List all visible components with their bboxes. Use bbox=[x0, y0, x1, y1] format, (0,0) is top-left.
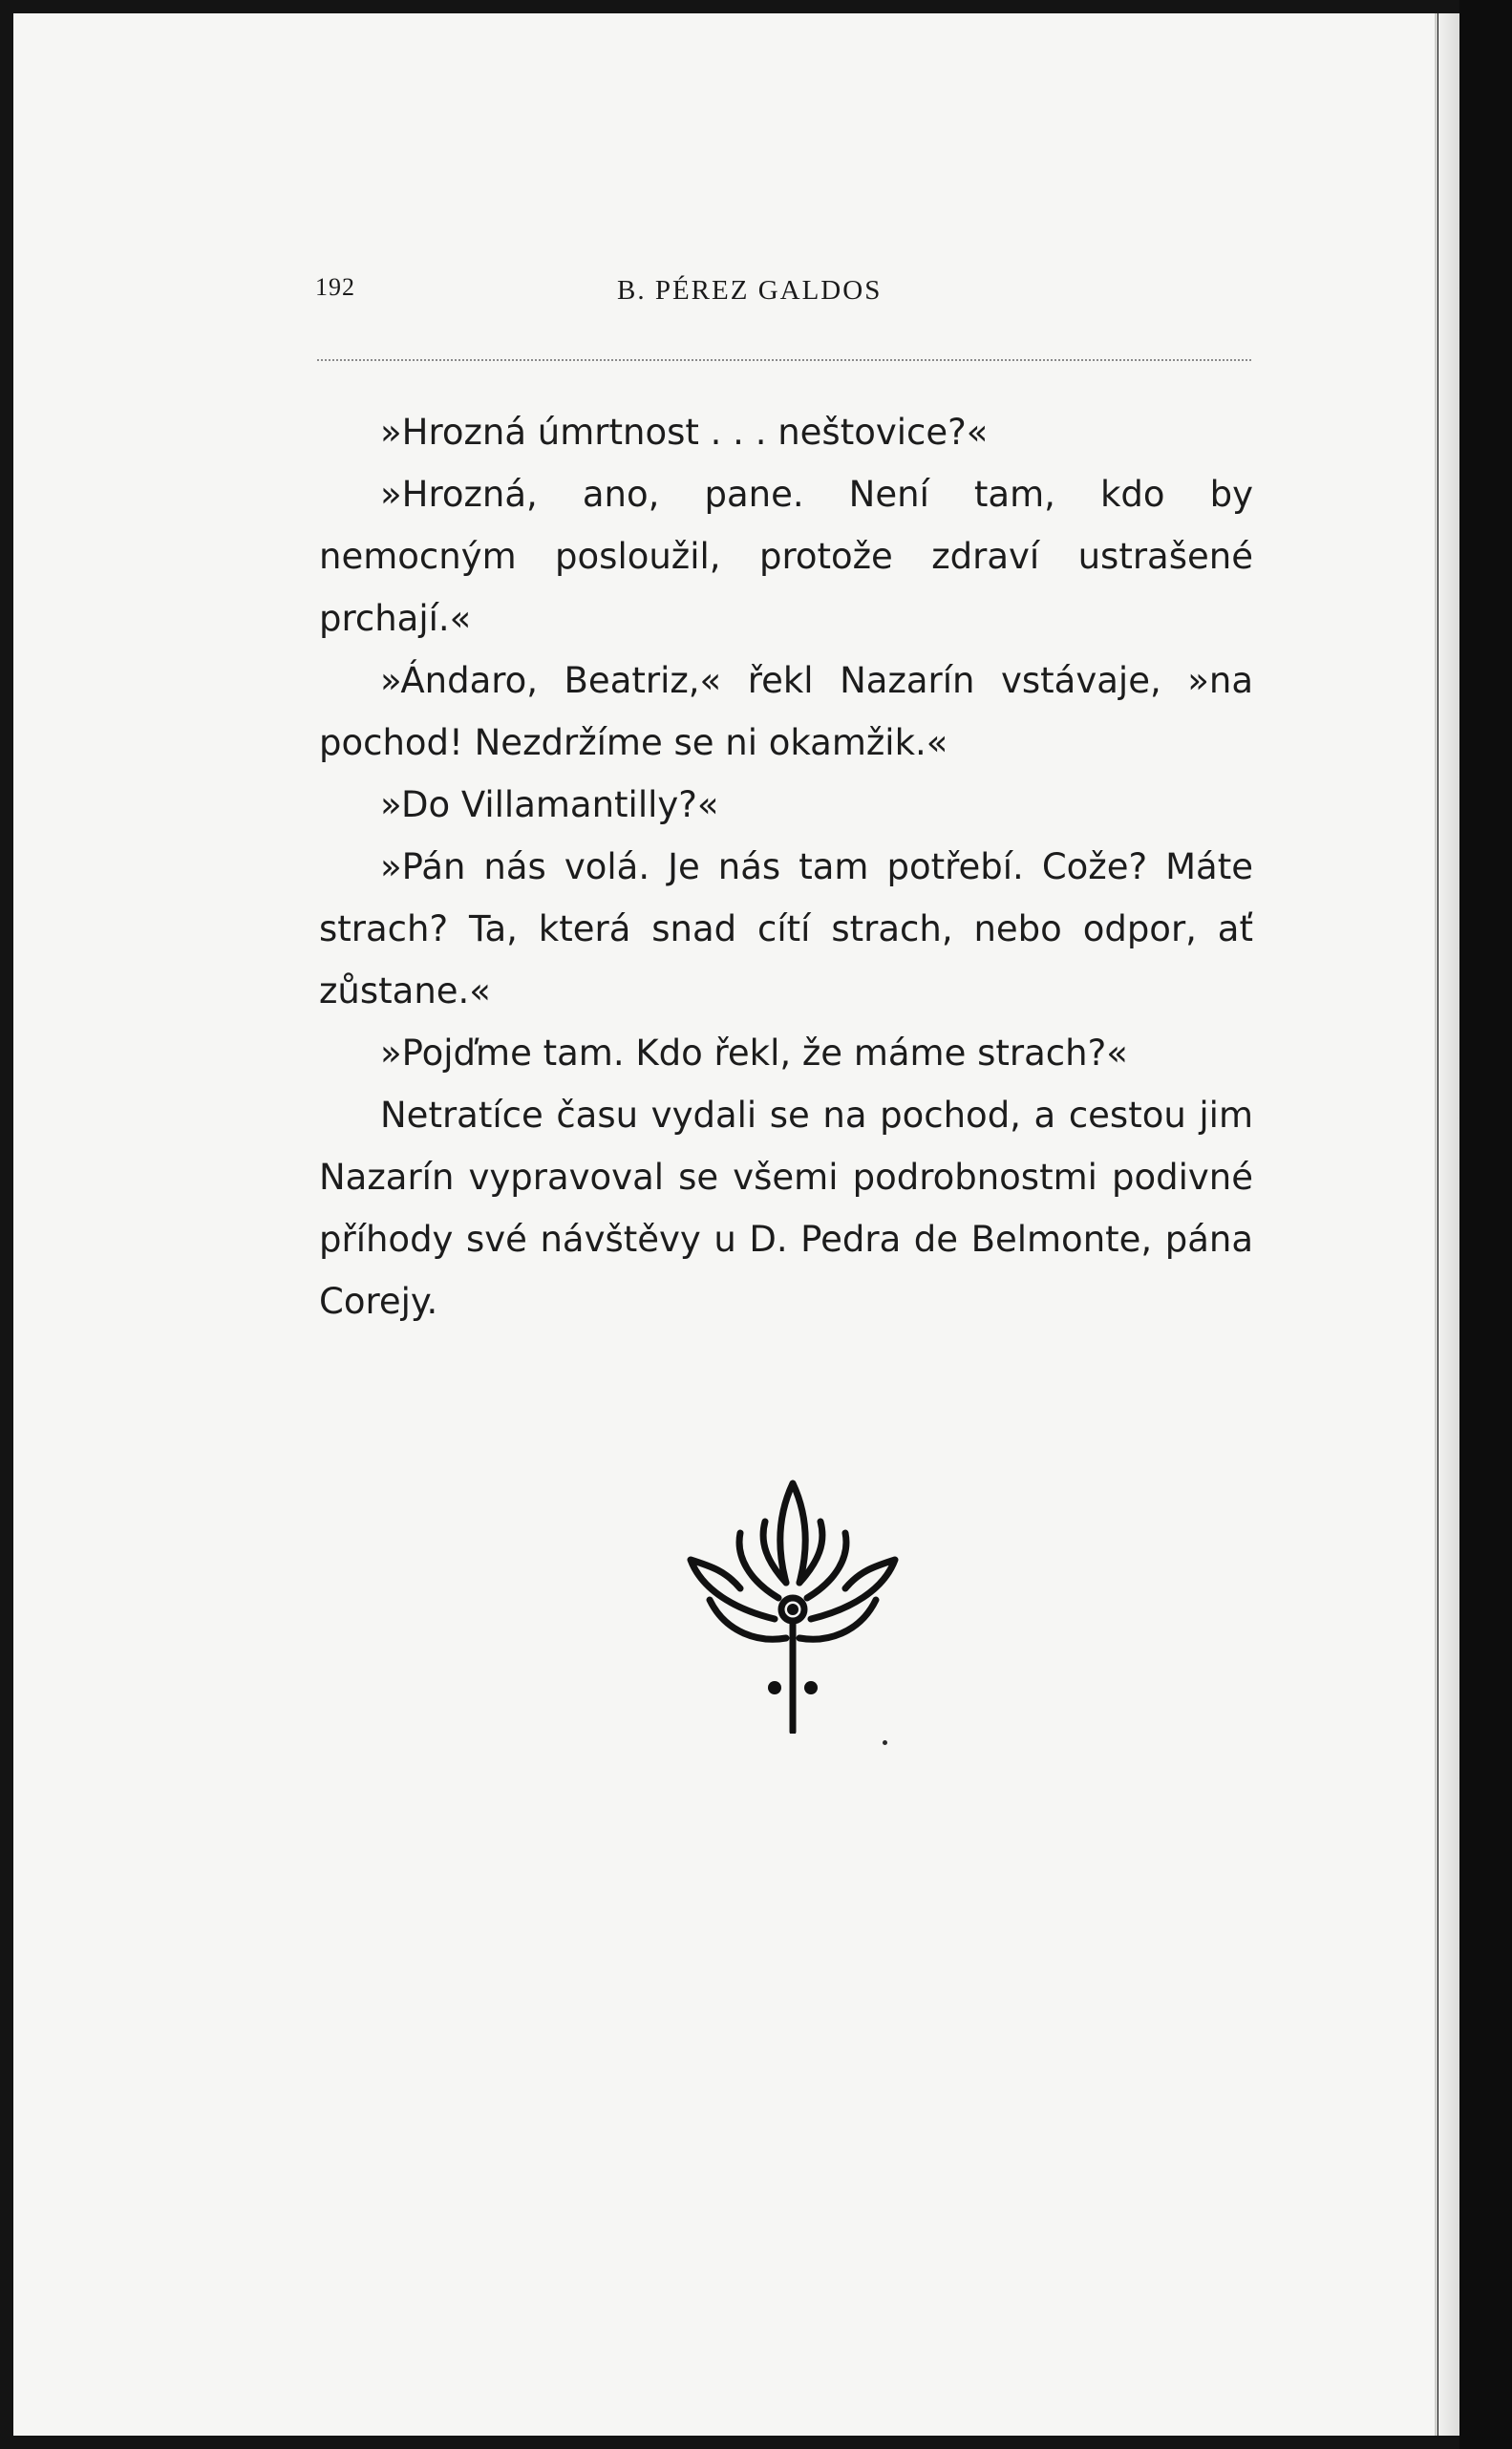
paragraph: »Pojďme tam. Kdo řekl, že máme strach?« bbox=[380, 1033, 1128, 1074]
running-head bbox=[315, 273, 1270, 311]
ink-speck bbox=[883, 1740, 887, 1745]
paragraph: »Ándaro, Beatriz,« řekl Nazarín vstávaje, »na pochod! Nezdržíme se ni okamžik.« bbox=[319, 660, 1253, 763]
paragraph: »Hrozná, ano, pane. Není tam, kdo by nemocným posloužil, protože zdraví ustrašené prchají.« bbox=[319, 474, 1253, 639]
header-rule bbox=[317, 359, 1251, 361]
paragraph: »Do Villamantilly?« bbox=[380, 784, 719, 825]
paragraph: Netratíce času vydali se na pochod, a cestou jim Nazarín vypravoval se všemi podrobnostmi podivné příhody své návštěvy u D. Pedra de Belmonte, pána Corejy. bbox=[319, 1095, 1253, 1322]
page-gutter bbox=[1438, 13, 1459, 2436]
book-edge-shadow bbox=[1459, 0, 1512, 2449]
paragraph: »Pán nás volá. Je nás tam potřebí. Cože? Máte strach? Ta, která snad cítí strach, nebo odpor, ať zůstane.« bbox=[319, 846, 1253, 1012]
running-title: B. PÉREZ GALDOS bbox=[617, 275, 883, 306]
page-number: 192 bbox=[315, 273, 355, 301]
lotus-fleuron-icon bbox=[683, 1476, 903, 1734]
paragraph: »Hrozná úmrtnost . . . neštovice?« bbox=[380, 412, 989, 453]
body-text bbox=[319, 401, 1253, 1332]
